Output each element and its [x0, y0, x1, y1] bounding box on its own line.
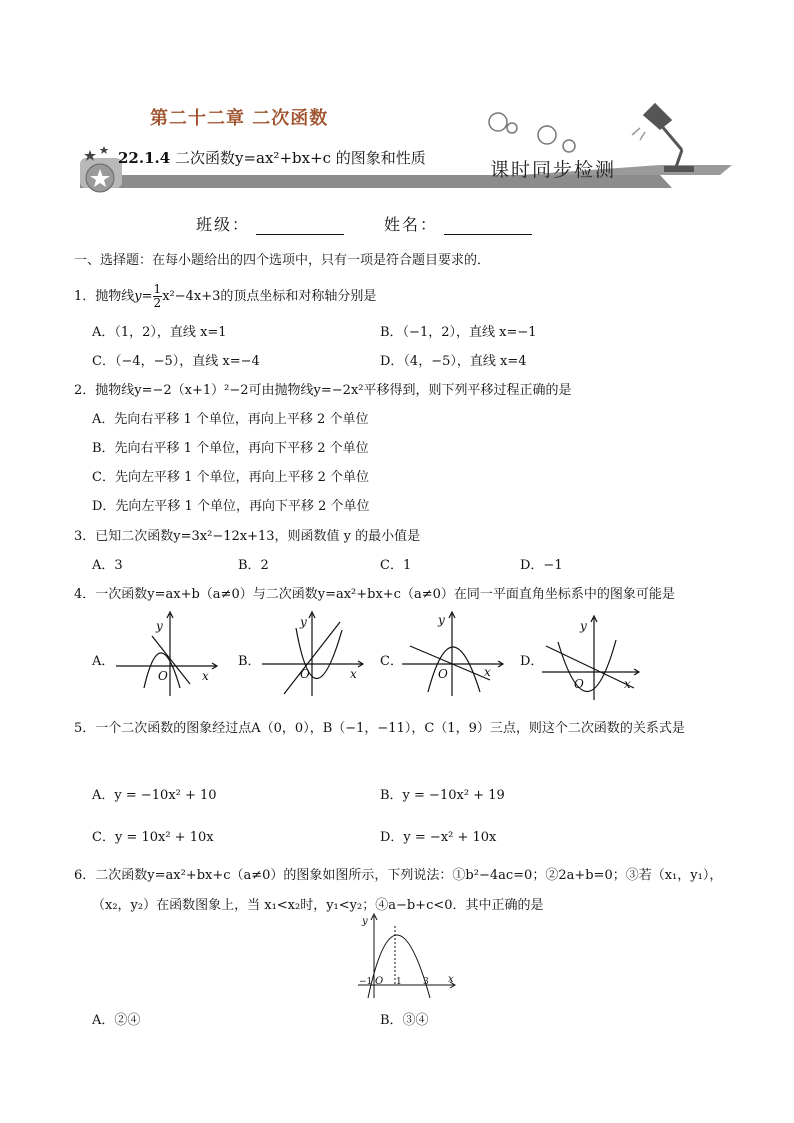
q5-option-a[interactable]: A．y = −10x² + 10 [92, 788, 217, 803]
q4-option-b-label[interactable]: B． [238, 654, 261, 669]
x-label: x [350, 667, 357, 681]
q3-option-d[interactable]: D．−1 [520, 558, 563, 573]
star-badge-icon [80, 146, 122, 192]
q2-option-b[interactable]: B．先向右平移 1 个单位，再向下平移 2 个单位 [92, 441, 369, 456]
q4-graph-a[interactable] [112, 608, 222, 700]
q6-stem-line1: 6．二次函数y=ax²+bx+c（a≠0）的图象如图所示，下列说法：①b²−4ac=0；②2a+b=0；③若（x₁，y₁）， [74, 868, 723, 883]
q5-option-c[interactable]: C．y = 10x² + 10x [92, 830, 214, 845]
y-label: y [362, 916, 368, 927]
q1-stem: 1．抛物线y= $\frac{1}{2}$ x²−4x+3的顶点坐标和对称轴分别是 [74, 282, 377, 310]
q3-option-b[interactable]: B．2 [238, 558, 269, 573]
y-label: y [438, 613, 445, 627]
name-label: 姓名： [384, 215, 439, 234]
q4-graph-c[interactable] [398, 608, 508, 700]
y-label: y [156, 619, 163, 633]
q1-fraction: $\frac{1}{2}$ [153, 282, 162, 310]
q4-stem: 4．一次函数y=ax+b（a≠0）与二次函数y=ax²+bx+c（a≠0）在同一平面直角坐标系中的图象可能是 [74, 587, 675, 602]
origin-label: O [438, 667, 448, 681]
section-name: 二次函数y=ax²+bx+c 的图象和性质 [174, 149, 426, 167]
y-label: y [580, 619, 587, 633]
section-number: 22.1.4 [118, 149, 171, 167]
y-label: y [300, 615, 307, 629]
q4-graph-d[interactable] [538, 612, 648, 704]
one-label: 1 [396, 977, 402, 987]
q1-option-c[interactable]: C．（−4，−5），直线 x=−4 [92, 354, 260, 369]
header-banner [60, 80, 740, 200]
q3-option-a[interactable]: A．3 [92, 558, 123, 573]
q3-stem: 3．已知二次函数y=3x²−12x+13，则函数值 y 的最小值是 [74, 529, 421, 544]
parabola [428, 647, 480, 692]
x-label: x [484, 665, 491, 679]
bubbles-decoration [489, 113, 575, 152]
q1-stem-start: 1．抛物线 [74, 289, 135, 304]
q2-option-c[interactable]: C．先向左平移 1 个单位，再向上平移 2 个单位 [92, 470, 370, 485]
section-instructions: 一、选择题：在每小题给出的四个选项中，只有一项是符合题目要求的． [74, 253, 491, 268]
q4-option-d-label[interactable]: D． [520, 654, 544, 669]
origin-label: O [375, 976, 384, 987]
sync-test-stamp: 课时同步检测 [490, 159, 617, 181]
neg1-label: −1 [359, 977, 373, 987]
q5-option-d[interactable]: D．y = −x² + 10x [380, 830, 497, 845]
three-label: 3 [423, 977, 429, 987]
q1-stem-end: x²−4x+3的顶点坐标和对称轴分别是 [162, 289, 377, 304]
q2-option-d[interactable]: D．先向左平移 1 个单位，再向下平移 2 个单位 [92, 499, 370, 514]
line [546, 646, 634, 688]
class-blank[interactable] [256, 218, 344, 235]
x-label: x [202, 669, 209, 683]
desk-lamp-icon [645, 105, 694, 172]
line [410, 646, 490, 680]
q1-option-d[interactable]: D．（4，−5），直线 x=4 [380, 354, 527, 369]
class-name-line [196, 212, 532, 235]
section-title [118, 147, 426, 168]
q4-option-c-label[interactable]: C． [380, 654, 403, 669]
origin-label: O [574, 677, 584, 691]
chapter-title: 第二十二章 二次函数 [150, 108, 329, 129]
class-label: 班级： [196, 215, 251, 234]
q2-option-a[interactable]: A．先向右平移 1 个单位，再向上平移 2 个单位 [92, 412, 369, 427]
x-label: x [624, 677, 631, 691]
name-blank[interactable] [444, 218, 532, 235]
q1-option-a[interactable]: A．（1，2），直线 x=1 [92, 325, 227, 340]
q4-option-a-label[interactable]: A． [92, 654, 115, 669]
x-label: x [448, 974, 454, 985]
q2-stem: 2．抛物线y=−2（x+1）²−2可由抛物线y=−2x²平移得到，则下列平移过程正确的是 [74, 383, 572, 398]
q4-graph-b[interactable] [258, 608, 368, 700]
q1-option-b[interactable]: B．（−1，2），直线 x=−1 [380, 325, 537, 340]
q5-stem: 5．一个二次函数的图象经过点A（0，0），B（−1，−11），C（1，9）三点，则这个二次函数的关系式是 [74, 721, 685, 736]
q5-option-b[interactable]: B．y = −10x² + 19 [380, 788, 505, 803]
q3-option-c[interactable]: C．1 [380, 558, 412, 573]
q6-option-b[interactable]: B．③④ [380, 1013, 429, 1028]
q6-option-a[interactable]: A．②④ [92, 1013, 141, 1028]
origin-label: O [300, 667, 310, 681]
q6-graph [354, 912, 459, 1000]
parabola [368, 935, 430, 998]
origin-label: O [158, 669, 168, 683]
q6-stem-line2: （x₂，y₂）在函数图象上，当 x₁<x₂时，y₁<y₂；④a−b+c<0．其中正确的是 [92, 898, 544, 913]
